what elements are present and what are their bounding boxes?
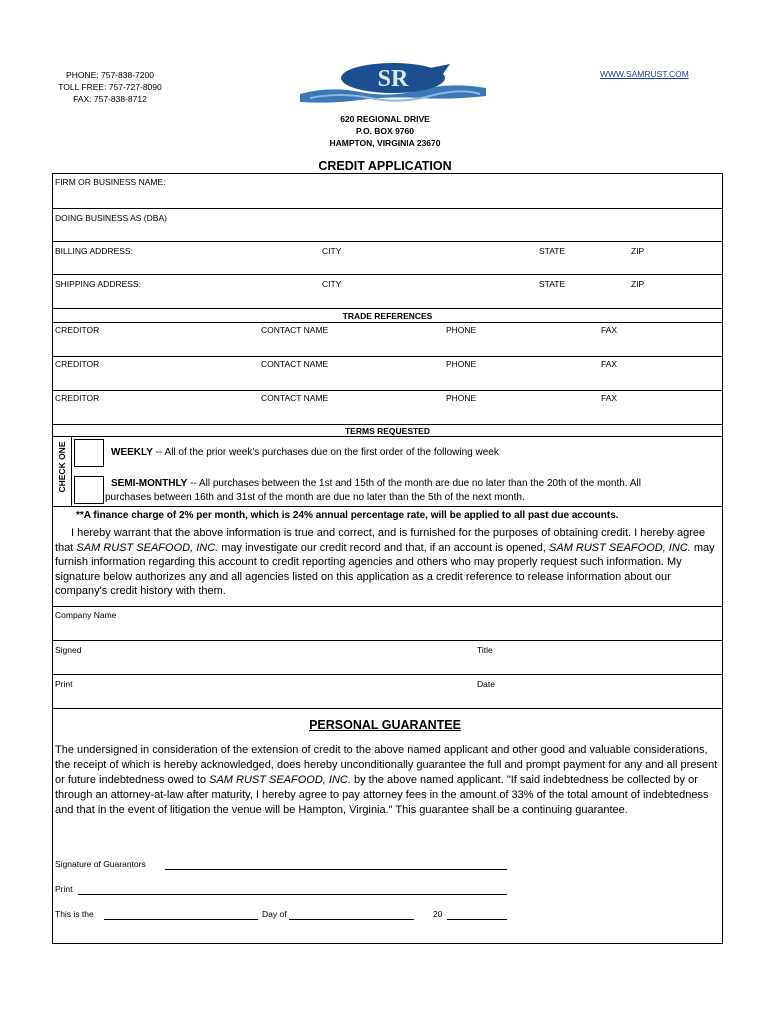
terms-header-row (52, 425, 723, 437)
terms-requested-heading: TERMS REQUESTED (344, 426, 430, 436)
contact-name-label: CONTACT NAME (261, 393, 329, 403)
personal-guarantee-heading: PERSONAL GUARANTEE (309, 718, 461, 732)
fax-label: FAX (601, 325, 618, 335)
trade-reference-row-1[interactable] (52, 323, 723, 357)
semimonthly-label: SEMI-MONTHLY (111, 478, 188, 489)
shipping-city-label: CITY (322, 279, 342, 289)
guarantor-print-line[interactable] (78, 894, 507, 895)
shipping-address-field[interactable] (52, 275, 723, 309)
warranty-text-2: may investigate our credit record and that, if an account is opened, (218, 541, 550, 554)
year-prefix-label: 20 (433, 909, 443, 919)
signed-field[interactable] (52, 641, 723, 675)
company-name-field[interactable] (52, 606, 723, 641)
finance-charge-note: **A finance charge of 2% per month, which is 24% annual percentage rate, will be applied to all past due accounts. (76, 510, 619, 521)
firm-name-label: FIRM OR BUSINESS NAME: (55, 177, 166, 187)
guarantee-paragraph (55, 743, 720, 818)
phone-label: PHONE (446, 393, 477, 403)
creditor-label: CREDITOR (55, 393, 100, 403)
shipping-state-label: STATE (539, 279, 566, 289)
fax-label: FAX (601, 359, 618, 369)
shipping-zip-label: ZIP (631, 279, 645, 289)
check-one-label: CHECK ONE (57, 441, 67, 493)
weekly-description: -- All of the prior week's purchases due on the first order of the following week (152, 447, 499, 458)
warranty-text-3: may furnish information regarding this account to credit reporting agencies and others who may properly request such information. My signature below authorizes any and all agencies listed on this application as a credit reference to release information about our company's credit history with them. (55, 541, 715, 598)
header-contact (54, 69, 166, 105)
fax-text: FAX: 757-838-8712 (73, 94, 147, 104)
shipping-address-label: SHIPPING ADDRESS: (55, 279, 141, 289)
address-line-3: HAMPTON, VIRGINIA 23670 (329, 138, 441, 148)
dba-label: DOING BUSINESS AS (DBA) (55, 213, 167, 223)
fax-label: FAX (601, 393, 618, 403)
guarantor-print-label: Print (55, 884, 73, 894)
trade-references-heading: TRADE REFERENCES (342, 311, 433, 321)
weekly-label: WEEKLY (111, 447, 153, 458)
contact-name-label: CONTACT NAME (261, 325, 329, 335)
billing-zip-label: ZIP (631, 246, 645, 256)
guarantee-text-2: by the above named applicant. "If said indebtedness be collected by or through an attorney-at-law after maturity, I hereby agree to pay attorney fees in the amount of 33% of the total amount of indebtedness and that in the event of litigation the venue will be Hampton, Virginia." This guarantee shall be a continuing guarantee. (55, 774, 709, 816)
billing-address-label: BILLING ADDRESS: (55, 246, 133, 256)
trade-reference-row-2[interactable] (52, 357, 723, 391)
title-label: Title (477, 645, 493, 655)
phone-label: PHONE (446, 325, 477, 335)
address-line-1: 620 REGIONAL DRIVE (340, 114, 430, 124)
semimonthly-description-2: purchases between 16th and 31st of the month are due no later than the 5th of the next month. (105, 492, 525, 503)
guarantor-signature-label: Signature of Guarantors (55, 859, 146, 869)
phone-text: PHONE: 757-838-7200 (66, 70, 154, 80)
firm-name-field[interactable] (52, 173, 723, 209)
warranty-text-1: I hereby warrant that the above information is true and correct, and is furnished for the purposes of obtaining credit. I hereby agree that (55, 527, 706, 554)
day-number-line[interactable] (104, 919, 258, 920)
company-name-italic: SAM RUST SEAFOOD, INC. (76, 541, 219, 554)
guarantee-text-1: The undersigned in consideration of the extension of credit to the above named applicant and other good and valuable considerations, the receipt of which is hereby acknowledged, does hereby unconditionally guarantee the full and prompt payment for any and all present or future indebtedness owed to (55, 744, 718, 786)
day-of-label: Day of (262, 909, 287, 919)
this-is-the-label: This is the (55, 909, 94, 919)
logo-lettering: SR (377, 66, 409, 92)
website-link[interactable]: WWW.SAMRUST.COM (600, 69, 689, 79)
billing-city-label: CITY (322, 246, 342, 256)
company-name-italic: SAM RUST SEAFOOD, INC. (549, 541, 691, 554)
toll-free-text: TOLL FREE: 757-727-8090 (58, 82, 162, 92)
billing-address-field[interactable] (52, 242, 723, 275)
company-name-italic: SAM RUST SEAFOOD, INC. (209, 774, 351, 786)
form-title: CREDIT APPLICATION (318, 159, 452, 173)
company-name-label: Company Name (55, 610, 117, 620)
creditor-label: CREDITOR (55, 359, 100, 369)
trade-references-header-row (52, 309, 723, 323)
terms-options-row (52, 437, 723, 507)
company-logo (300, 58, 486, 106)
date-label: Date (477, 679, 495, 689)
year-line[interactable] (447, 919, 507, 920)
guarantor-signature-line[interactable] (165, 869, 507, 870)
print-field[interactable] (52, 675, 723, 709)
billing-state-label: STATE (539, 246, 566, 256)
warranty-paragraph (55, 526, 720, 599)
contact-name-label: CONTACT NAME (261, 359, 329, 369)
creditor-label: CREDITOR (55, 325, 100, 335)
address-line-2: P.O. BOX 9760 (356, 126, 414, 136)
dba-field[interactable] (52, 209, 723, 242)
print-label: Print (55, 679, 73, 689)
semimonthly-description-1: -- All purchases between the 1st and 15th of the month are due no later than the 20th of the month. All (187, 478, 641, 489)
trade-reference-row-3[interactable] (52, 391, 723, 425)
phone-label: PHONE (446, 359, 477, 369)
signed-label: Signed (55, 645, 82, 655)
company-address (260, 113, 510, 149)
month-line[interactable] (289, 919, 414, 920)
